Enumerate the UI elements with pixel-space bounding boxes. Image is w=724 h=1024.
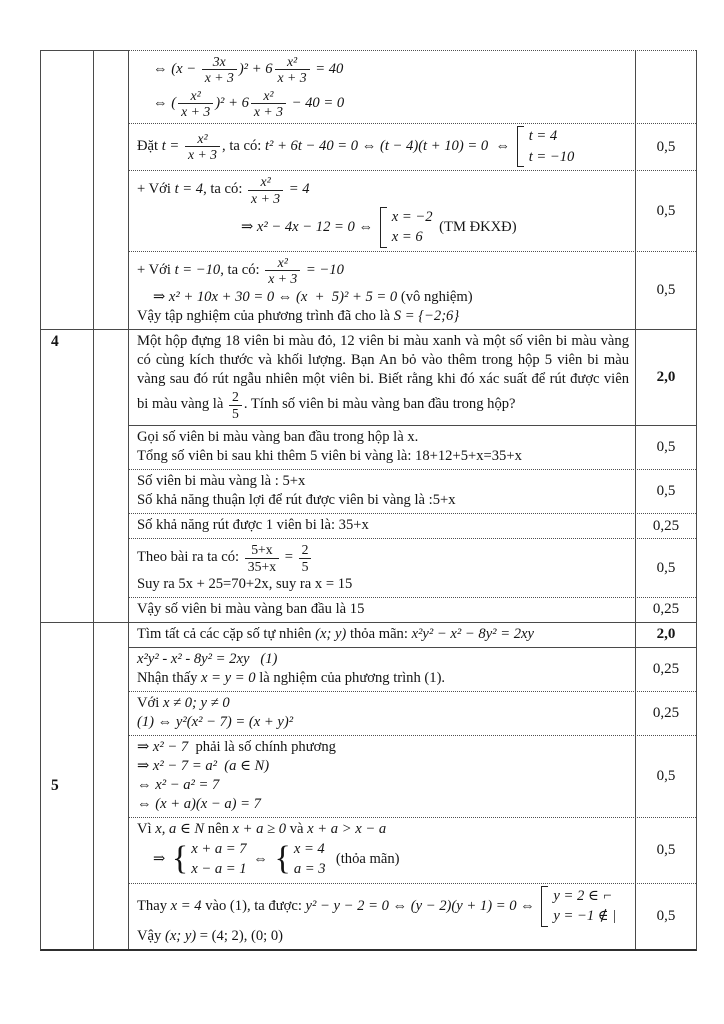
solution-content-cell <box>129 426 635 469</box>
spacer-column-cell <box>94 330 129 622</box>
text-run: là nghiệm của phương trình (1). <box>255 669 446 686</box>
text-run: Theo bài ra ta có: <box>137 549 243 566</box>
math-run: t = <box>161 138 183 155</box>
fraction <box>248 174 283 206</box>
solution-line <box>137 886 629 927</box>
solution-line <box>137 575 629 594</box>
solution-content-cell <box>129 818 635 883</box>
solution-line <box>153 839 629 880</box>
points-cell: 0,25 <box>635 598 696 622</box>
solution-line <box>137 428 629 447</box>
solution-line <box>153 288 629 307</box>
solution-line <box>137 254 629 288</box>
solution-line <box>137 541 629 575</box>
spacer-column-cell <box>94 623 129 949</box>
cases-line: x = 4 <box>293 840 325 857</box>
question-number: 5 <box>51 776 59 794</box>
solution-line <box>137 307 629 326</box>
solution-line <box>137 516 629 535</box>
math-run: ⇔ (x − <box>153 61 200 78</box>
cases-line: t = 4 <box>528 128 558 145</box>
math-run: x = 4 <box>170 897 202 914</box>
solution-content-cell <box>129 171 635 251</box>
fraction-numerator: x² <box>178 88 213 104</box>
points-cell: 0,5 <box>635 539 696 597</box>
text-run: , ta có: <box>203 181 247 198</box>
solution-line <box>137 776 629 795</box>
cases-line: x = 6 <box>391 229 423 246</box>
text-run: Gọi số viên bi màu vàng ban đầu trong hộp là x. <box>137 429 419 446</box>
text-run: , ta có: <box>222 138 265 155</box>
fraction-denominator: x + 3 <box>251 190 281 206</box>
fraction-denominator: x + 3 <box>181 104 211 120</box>
text-run: Vậy tập nghiệm của phương trình đã cho là <box>137 307 394 324</box>
math-run: − 40 = 0 <box>287 94 345 111</box>
points-cell: 0,5 <box>635 252 696 329</box>
solution-content-cell <box>129 539 635 597</box>
solution-row <box>129 598 696 622</box>
points-cell <box>635 51 696 123</box>
math-run: (1) ⇔ y²(x² − 7) = (x + y)² <box>137 713 294 730</box>
math-run: (x; y) <box>164 927 197 944</box>
square-bracket <box>380 207 387 248</box>
solution-line <box>137 927 629 946</box>
solution-row <box>129 692 696 736</box>
points-cell: 0,5 <box>635 426 696 469</box>
spacer-column-cell <box>94 50 129 329</box>
fraction <box>229 389 242 421</box>
solution-line <box>153 53 629 87</box>
fraction-denominator: x + 3 <box>253 104 283 120</box>
fraction-denominator: x + 3 <box>187 147 218 163</box>
solution-content-cell <box>129 51 635 123</box>
math-run: x + a > x − a <box>307 820 387 837</box>
text-run: và <box>286 820 308 837</box>
fraction-numerator: x² <box>251 88 286 104</box>
cases-group <box>517 126 575 167</box>
solution-row <box>129 884 696 949</box>
math-run: ⇔ (x + a)(x − a) = 7 <box>137 795 261 812</box>
solution-line <box>153 87 629 121</box>
fraction <box>265 255 300 287</box>
solution-content-cell <box>129 623 635 647</box>
math-run: (x; y) <box>315 625 347 642</box>
solution-content-cell <box>129 648 635 691</box>
fraction <box>245 542 279 574</box>
cases-lines <box>294 839 326 880</box>
solution-row <box>129 50 696 124</box>
curly-brace: { <box>171 840 189 878</box>
text-run: Với <box>137 694 163 711</box>
cases-line: y = −1 ∉ | <box>553 908 617 925</box>
solution-row <box>129 124 696 171</box>
solution-row <box>129 736 696 818</box>
cases-group <box>274 839 325 880</box>
solution-line <box>137 650 629 669</box>
text-run: vào (1), ta được: <box>201 897 306 914</box>
points-cell: 0,5 <box>635 124 696 170</box>
question-block <box>41 50 696 330</box>
math-run: ⇔ <box>249 850 272 867</box>
fraction-numerator: 2 <box>229 389 242 405</box>
text-run: = (4; 2), (0; 0) <box>196 927 284 944</box>
math-run: x + a ≥ 0 <box>232 820 287 837</box>
cases-lines <box>553 886 616 927</box>
text-run: (TM ĐKXĐ) <box>435 218 517 235</box>
fraction-denominator: x + 3 <box>277 70 307 86</box>
fraction-denominator: x + 3 <box>204 70 234 86</box>
math-run: = −10 <box>302 262 344 279</box>
solution-row <box>129 426 696 470</box>
points-cell: 0,25 <box>635 648 696 691</box>
solution-content-cell <box>129 330 635 426</box>
cases-group <box>541 886 616 927</box>
solution-row <box>129 252 696 329</box>
text-run: + Với <box>137 262 175 279</box>
fraction <box>299 542 312 574</box>
solution-line <box>137 694 629 713</box>
math-run: = 40 <box>311 61 344 78</box>
points-cell: 0,5 <box>635 818 696 883</box>
points-cell: 0,25 <box>635 692 696 735</box>
text-run: . Tính số viên bi màu vàng ban đầu trong hộp? <box>243 396 516 413</box>
math-run: )² + 6 <box>215 94 249 111</box>
solution-content-cell <box>129 514 635 538</box>
fraction-denominator: 5 <box>301 558 309 574</box>
math-run: x = y = 0 <box>201 669 256 686</box>
math-run: ⇔ ( <box>153 94 177 111</box>
fraction <box>185 131 220 163</box>
text-run: nên <box>204 820 233 837</box>
cases-line: a = 3 <box>293 861 326 878</box>
solution-line <box>137 713 629 732</box>
text-run: + Với <box>137 181 175 198</box>
math-run: ⇒ x² − 7 <box>137 738 189 755</box>
curly-brace: { <box>274 840 291 878</box>
math-run: ⇒ x² − 4x − 12 = 0 ⇔ <box>241 218 377 235</box>
math-run: ⇒ x² + 10x + 30 = 0 ⇔ (x + 5)² + 5 = 0 <box>153 288 398 305</box>
solution-content-cell <box>129 884 635 949</box>
text-run: Vì <box>137 820 156 837</box>
fraction-denominator: 35+x <box>247 558 277 574</box>
cases-line: x = −2 <box>391 209 433 225</box>
question-number-cell <box>41 330 94 622</box>
text-run: Thay <box>137 897 171 914</box>
square-bracket <box>541 886 548 927</box>
math-run: ⇔ x² − a² = 7 <box>137 776 220 793</box>
solution-line <box>137 757 629 776</box>
math-run: = 4 <box>285 181 310 198</box>
solution-content-cell <box>129 598 635 622</box>
solution-line <box>137 820 629 839</box>
cases-lines <box>191 839 246 880</box>
solution-line <box>241 207 629 248</box>
solution-content-cell <box>129 692 635 735</box>
question-number-cell <box>41 50 94 329</box>
points-cell: 2,0 <box>635 330 696 426</box>
text-run: thỏa mãn: <box>346 625 412 642</box>
solution-line <box>137 126 629 167</box>
solution-content-cell <box>129 470 635 513</box>
fraction-numerator: x² <box>185 131 220 147</box>
solution-rows <box>129 330 696 622</box>
points-cell: 0,5 <box>635 171 696 251</box>
solution-line <box>137 491 629 510</box>
text-run: = <box>281 549 297 566</box>
points-cell: 0,25 <box>635 514 696 538</box>
points-cell: 0,5 <box>635 884 696 949</box>
fraction <box>202 54 237 86</box>
text-run: Số khả năng rút được 1 viên bi là: 35+x <box>137 517 369 534</box>
square-bracket <box>517 126 524 167</box>
solution-line <box>137 738 629 757</box>
math-run: t² + 6t − 40 = 0 ⇔ (t − 4)(t + 10) = 0 ⇔ <box>264 138 514 155</box>
math-run: t = 4 <box>174 181 204 198</box>
solution-row <box>129 330 696 427</box>
solution-rows <box>129 623 696 949</box>
solution-line <box>137 472 629 491</box>
solution-content-cell <box>129 252 635 329</box>
solution-line <box>137 600 629 619</box>
cases-lines <box>529 126 575 167</box>
answer-key-table <box>40 50 697 951</box>
cases-group <box>380 207 433 248</box>
math-run: ⇒ <box>153 850 169 867</box>
question-block <box>41 330 696 623</box>
text-run: (vô nghiệm) <box>397 288 473 305</box>
math-run: x ≠ 0; y ≠ 0 <box>162 694 230 711</box>
question-block <box>41 623 696 949</box>
cases-line: x − a = 1 <box>191 861 247 878</box>
fraction-numerator: 2 <box>299 542 312 558</box>
text-run: Tìm tất cả các cặp số tự nhiên <box>137 625 316 642</box>
cases-line: y = 2 ∈ ⌐ <box>553 887 613 904</box>
solution-line <box>137 332 629 423</box>
question-number: 4 <box>51 332 59 350</box>
math-run: S = {−2;6} <box>393 307 460 324</box>
text-run: , ta có: <box>220 262 264 279</box>
solution-row <box>129 539 696 598</box>
fraction-numerator: x² <box>248 174 283 190</box>
text-run: phải là số chính phương <box>188 738 336 755</box>
solution-row <box>129 171 696 252</box>
points-cell: 2,0 <box>635 623 696 647</box>
fraction <box>251 88 286 120</box>
points-cell: 0,5 <box>635 470 696 513</box>
solution-row <box>129 623 696 648</box>
math-run: x²y² - x² - 8y² = 2xy (1) <box>137 650 278 667</box>
fraction <box>275 54 310 86</box>
text-run: Số khả năng thuận lợi để rút được viên bi vàng là :5+x <box>137 492 456 509</box>
math-run: x, a ∈ N <box>155 820 205 837</box>
fraction-numerator: 3x <box>202 54 237 70</box>
text-run: Đặt <box>137 138 162 155</box>
text-run: Một hộp đựng 18 viên bi màu đỏ, 12 viên bi màu xanh và một số viên bi màu vàng có cùng kích thước và khối lượng. Bạn An bỏ vào thêm trong hộp 5 viên bi màu vàng sau đó rút ngẫu nhiên một viên bi. Biết rằng khi đó xác suất để rút được viên bi màu vàng là <box>137 332 629 413</box>
solution-row <box>129 818 696 884</box>
fraction-numerator: x² <box>265 255 300 271</box>
math-run: t = −10 <box>174 262 221 279</box>
solution-line <box>137 625 629 644</box>
solution-content-cell <box>129 124 635 170</box>
points-cell: 0,5 <box>635 736 696 817</box>
fraction-numerator: 5+x <box>245 542 279 558</box>
cases-group <box>172 839 247 880</box>
solution-line <box>137 447 629 466</box>
text-run: Tổng số viên bi sau khi thêm 5 viên bi vàng là: 18+12+5+x=35+x <box>137 448 522 465</box>
solution-line <box>137 669 629 688</box>
solution-line <box>137 795 629 814</box>
solution-row <box>129 470 696 514</box>
question-number-cell <box>41 623 94 949</box>
solution-row <box>129 514 696 539</box>
cases-lines <box>392 207 433 248</box>
fraction-denominator: 5 <box>231 405 239 421</box>
text-run: Vậy số viên bi màu vàng ban đầu là 15 <box>137 600 365 617</box>
text-run: Nhận thấy <box>137 669 202 686</box>
cases-line: x + a = 7 <box>191 840 247 857</box>
math-run: )² + 6 <box>238 61 273 78</box>
cases-line: t = −10 <box>528 148 575 165</box>
math-run: ⇒ x² − 7 = a² (a ∈ N) <box>137 757 270 774</box>
fraction <box>178 88 213 120</box>
solution-content-cell <box>129 736 635 817</box>
solution-row <box>129 648 696 692</box>
fraction-denominator: x + 3 <box>268 271 298 287</box>
math-run: x²y² − x² − 8y² = 2xy <box>411 625 534 642</box>
text-run: Suy ra 5x + 25=70+2x, suy ra x = 15 <box>137 575 353 592</box>
text-run: (thỏa mãn) <box>328 850 400 867</box>
fraction-numerator: x² <box>275 54 310 70</box>
text-run: Số viên bi màu vàng là : 5+x <box>137 473 306 490</box>
solution-rows <box>129 50 696 329</box>
math-run: y² − y − 2 = 0 ⇔ (y − 2)(y + 1) = 0 ⇔ <box>305 897 539 914</box>
text-run: Vậy <box>137 927 165 944</box>
solution-line <box>137 173 629 207</box>
